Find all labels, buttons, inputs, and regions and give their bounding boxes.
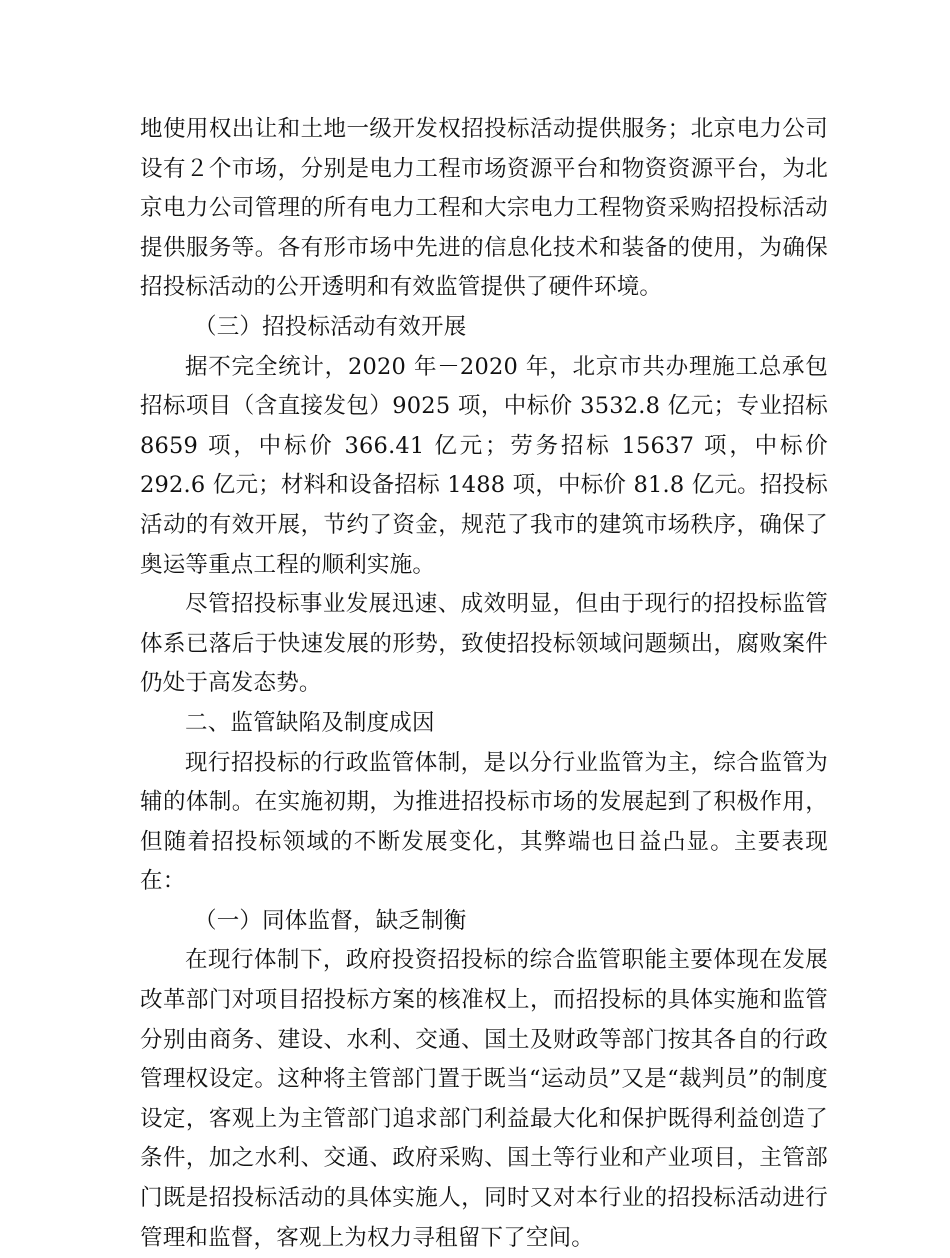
document-page: [140, 110, 828, 1258]
section-heading-1: （一）同体监督，缺乏制衡: [194, 907, 467, 934]
paragraph-current-system: 在现行体制下，政府投资招投标的综合监管职能主要体现在发展改革部门对项目招投标方案的核准权上，而招投标的具体实施和监管分别由商务、建设、水利、交通、国土及财政等部门按其各自的行政管理权设定。这种将主管部门置于既当“运动员”又是“裁判员”的制度设定，客观上为主管部门追求部门利益最大化和保护既得利益创造了条件，加之水利、交通、政府采购、国土等行业和产业项目，主管部门既是招投标活动的具体实施人，同时又对本行业的招投标活动进行管理和监督，客观上为权力寻租留下了空间。: [140, 947, 828, 1251]
paragraph-regulation-system: 现行招投标的行政监管体制，是以分行业监管为主，综合监管为辅的体制。在实施初期，为推进招投标市场的发展起到了积极作用，但随着招投标领域的不断发展变化，其弊端也日益凸显。主要表现在：: [140, 749, 828, 895]
paragraph-statistics: 据不完全统计，2020 年－2020 年，北京市共办理施工总承包招标项目（含直接发包）9025 项，中标价 3532.8 亿元；专业招标 8659 项，中标价 366.41 亿元；劳务招标 15637 项，中标价 292.6 亿元；材料和设备招标 1488 项，中标价 81.8 亿元。招投标活动的有效开展，节约了资金，规范了我市的建筑市场秩序，确保了奥运等重点工程的顺利实施。: [140, 353, 828, 578]
section-heading-3: （三）招投标活动有效开展: [194, 313, 467, 340]
paragraph-problems: 尽管招投标事业发展迅速、成效明显，但由于现行的招投标监管体系已落后于快速发展的形势，致使招投标领域问题频出，腐败案件仍处于高发态势。: [140, 591, 828, 697]
paragraph-continued: 地使用权出让和土地一级开发权招投标活动提供服务；北京电力公司设有２个市场，分别是电力工程市场资源平台和物资资源平台，为北京电力公司管理的所有电力工程和大宗电力工程物资采购招投标活动提供服务等。各有形市场中先进的信息化技术和装备的使用，为确保招投标活动的公开透明和有效监管提供了硬件环境。: [140, 116, 828, 301]
section-heading-2: 二、监管缺陷及制度成因: [185, 709, 435, 736]
